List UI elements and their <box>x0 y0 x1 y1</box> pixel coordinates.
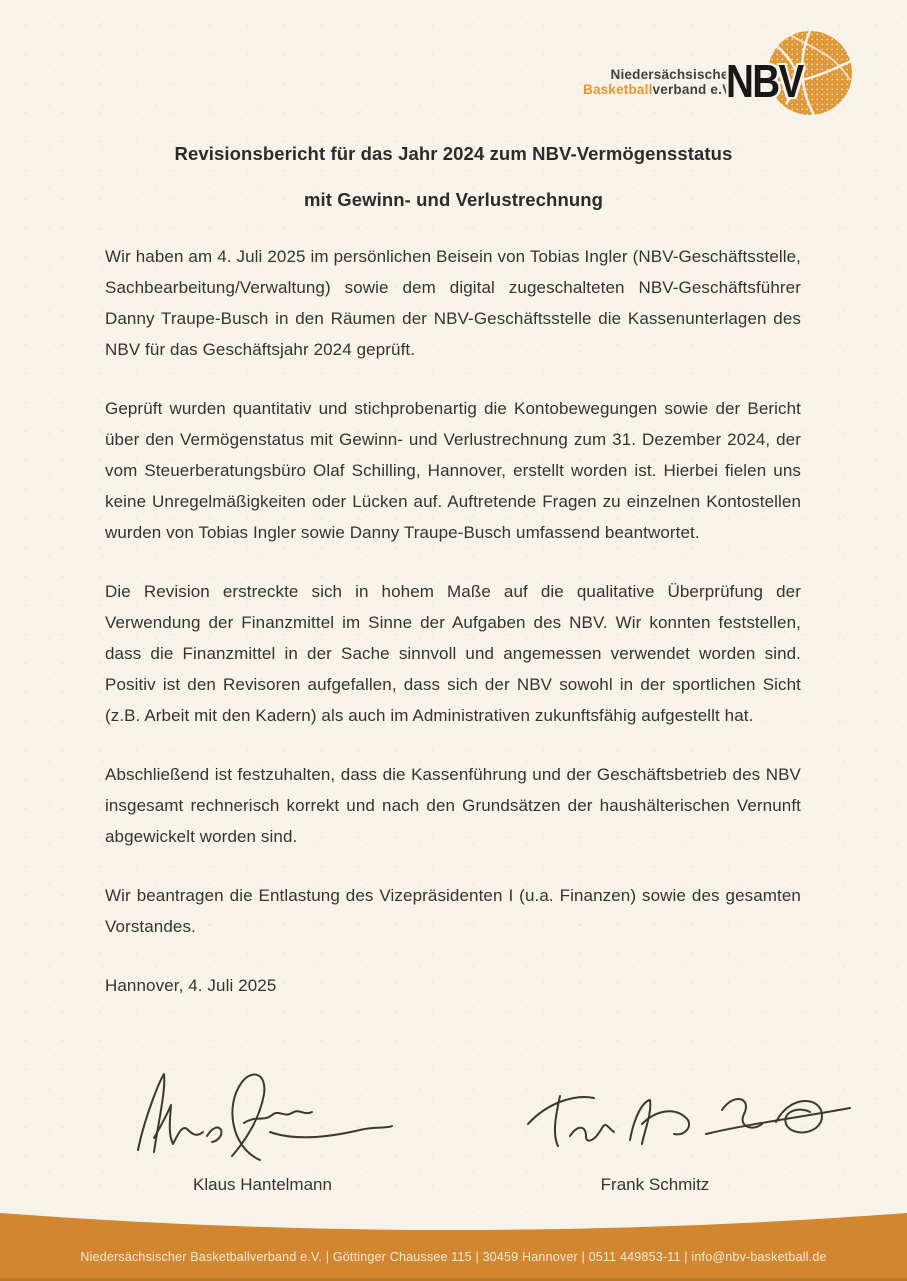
title-line-1: Revisionsbericht für das Jahr 2024 zum NBV-Vermögensstatus <box>174 143 733 164</box>
signature-klaus-hantelmann <box>120 1068 400 1166</box>
document-title <box>0 143 907 211</box>
footer-contact-line: Niedersächsischer Basketballverband e.V. | Göttinger Chaussee 115 | 30459 Hannover | 0511 449853-11 | info@nbv-basketball.de <box>80 1250 827 1264</box>
logo-line2 <box>583 82 734 97</box>
paragraph-5: Wir beantragen die Entlastung des Vizepräsidenten I (u.a. Finanzen) sowie des gesamten Vorstandes. <box>105 886 801 936</box>
signatory-name-1: Klaus Hantelmann <box>193 1175 332 1194</box>
logo-line2-basketball: Basketball <box>583 82 653 97</box>
footer-curve-decoration <box>0 1213 907 1233</box>
paragraph-4: Abschließend ist festzuhalten, dass die Kassenführung und der Geschäftsbetrieb des NBV insgesamt rechnerisch korrekt und nach den Grundsätzen der haushälterischen Vernunft abgewickelt worden sind. <box>105 765 801 846</box>
dateline: Hannover, 4. Juli 2025 <box>105 976 277 995</box>
footer-bar <box>0 1213 907 1281</box>
signature-frank-schmitz <box>524 1084 854 1156</box>
paragraph-1: Wir haben am 4. Juli 2025 im persönlichen Beisein von Tobias Ingler (NBV-Geschäftsstelle, Sachbearbeitung/Verwaltung) sowie dem digital zugeschalteten NBV-Geschäftsführer Danny Traupe-Busch in den Räumen der NBV-Geschäftsstelle die Kassenunterlagen des NBV für das Geschäftsjahr 2024 geprüft. <box>105 247 801 359</box>
signatory-name-2: Frank Schmitz <box>600 1175 710 1194</box>
paragraph-3: Die Revision erstreckte sich in hohem Maße auf die qualitative Überprüfung der Verwendung der Finanzmittel im Sinne der Aufgaben des NBV. Wir konnten feststellen, dass die Finanzmittel in der Sache sinnvoll und angemessen verwendet worden sind. Positiv ist den Revisoren aufgefallen, dass sich der NBV sowohl in der sportlichen Sicht (z.B. Arbeit mit den Kadern) als auch im Administrativen zukunftsfähig aufgestellt hat. <box>105 582 801 725</box>
nbv-logo <box>0 26 907 134</box>
logo-wordmark <box>583 67 734 97</box>
logo-line2-verband: verband e.V. <box>652 82 734 97</box>
logo-line1: Niedersächsischer <box>610 67 734 82</box>
logo-acronym-nbv: NBV <box>726 55 803 107</box>
paragraph-2: Geprüft wurden quantitativ und stichprobenartig die Kontobewegungen sowie der Bericht über den Vermögenstatus mit Gewinn- und Verlustrechnung zum 31. Dezember 2024, der vom Steuerberatungsbüro Olaf Schilling, Hannover, erstellt worden ist. Hierbei fielen uns keine Unregelmäßigkeiten oder Lücken auf. Auftretende Fragen zu einzelnen Kontostellen wurden von Tobias Ingler sowie Danny Traupe-Busch umfassend beantwortet. <box>105 399 801 542</box>
document-body <box>105 241 801 1001</box>
title-line-2: mit Gewinn- und Verlustrechnung <box>303 189 604 210</box>
